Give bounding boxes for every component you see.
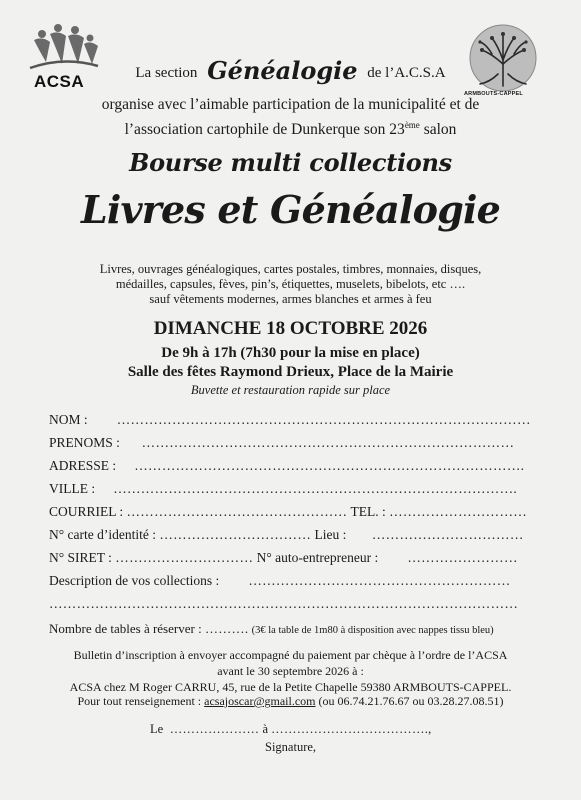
tel-field[interactable]: ………………………… — [389, 504, 528, 519]
prenoms-label: PRENOMS : — [49, 435, 120, 450]
description-line1: Livres, ouvrages généalogiques, cartes postales, timbres, monnaies, disques, — [99, 262, 482, 276]
header-organizers-line2-text: l’association cartophile de Dunkerque son 23 — [124, 121, 405, 139]
carte-identite-label: N° carte d’identité : — [49, 527, 156, 542]
auto-entrepreneur-field[interactable]: …………………… — [381, 550, 518, 565]
title-bourse: Bourse multi collections — [129, 148, 452, 177]
carte-identite-field[interactable]: …………………………… — [159, 527, 312, 542]
signature-label: Signature, — [265, 740, 317, 754]
header-line-section — [0, 54, 581, 83]
header-organizers-line2 — [0, 115, 581, 140]
bulletin-line1: Bulletin d’inscription à envoyer accompagné du paiement par chèque à l’ordre de l’ACSA — [73, 648, 508, 662]
tel-label: TEL. : — [350, 504, 386, 519]
lieu-label: Lieu : — [314, 527, 347, 542]
nom-field[interactable]: ……………………………………………………………………………… — [91, 412, 531, 427]
bulletin-email-link[interactable]: acsajoscar@gmail.com — [204, 694, 316, 708]
tables-label: Nombre de tables à réserver : — [49, 621, 202, 636]
tables-field[interactable]: ………. — [204, 621, 249, 636]
header-organizers-line1: organise avec l’aimable participation de la municipalité et de — [101, 96, 480, 113]
acsa-logo-text: ACSA — [34, 72, 85, 91]
title-livres-genealogie: Livres et Généalogie — [80, 187, 501, 232]
bulletin-line4 — [0, 694, 581, 709]
form-row-courriel — [49, 504, 527, 520]
bulletin-line3: ACSA chez M Roger CARRU, 45, rue de la Petite Chapelle 59380 ARMBOUTS-CAPPEL. — [69, 680, 512, 694]
header-ordinal-suffix: ème — [404, 120, 420, 130]
header-genealogie-highlight: Généalogie — [207, 56, 358, 85]
bulletin-phones: (ou 06.74.21.76.67 ou 03.28.27.08.51) — [315, 694, 504, 708]
form-row-description-continued — [49, 596, 518, 612]
form-row-nom — [49, 412, 531, 428]
nom-label: NOM : — [49, 412, 88, 427]
bulletin-info-prefix: Pour tout renseignement : — [77, 694, 205, 708]
lieu-field[interactable]: …………………………… — [349, 527, 524, 542]
courriel-label: COURRIEL : — [49, 504, 124, 519]
tree-logo-caption: ARMBOUTS-CAPPEL — [464, 91, 523, 97]
form-row-description — [49, 573, 511, 589]
event-hours: De 9h à 17h (7h30 pour la mise en place) — [161, 345, 420, 361]
bulletin-line2: avant le 30 septembre 2026 à : — [217, 664, 364, 678]
tables-note: (3€ la table de 1m80 à disposition avec nappes tissu bleu) — [251, 625, 494, 636]
siret-label: N° SIRET : — [49, 550, 112, 565]
header-organizers — [0, 95, 581, 140]
event-date: DIMANCHE 18 OCTOBRE 2026 — [153, 318, 428, 339]
form-row-carte — [49, 527, 524, 543]
signature-place-date — [150, 722, 432, 737]
form-row-ville — [49, 481, 517, 497]
form-row-tables — [49, 621, 494, 637]
auto-entrepreneur-label: N° auto-entrepreneur : — [256, 550, 379, 565]
header-section-suffix: de l’A.C.S.A — [367, 65, 446, 81]
form-row-siret — [49, 550, 518, 566]
ville-field[interactable]: ……………………………………………………………………………. — [98, 481, 518, 496]
siret-field[interactable]: ………………………… — [115, 550, 254, 565]
adresse-label: ADRESSE : — [49, 458, 117, 473]
header-organizers-line2-end: salon — [419, 121, 457, 139]
signature-a-label: à — [262, 722, 269, 736]
event-buvette: Buvette et restauration rapide sur place — [190, 383, 391, 397]
header-section-prefix: La section — [135, 65, 198, 81]
description-collections-field-2[interactable]: ………………………………………………………………………………………… — [49, 596, 519, 611]
form-row-adresse — [49, 458, 524, 474]
courriel-field[interactable]: ………………………………………… — [126, 504, 348, 519]
prenoms-field[interactable]: ……………………………………………………………………… — [123, 435, 515, 450]
ville-label: VILLE : — [49, 481, 96, 496]
signature-place-field[interactable]: ………………………………., — [271, 722, 432, 736]
description-line2: médailles, capsules, fèves, pin’s, étiquettes, muselets, bibelots, etc …. — [115, 277, 466, 291]
event-place: Salle des fêtes Raymond Drieux, Place de la Mairie — [127, 364, 454, 380]
description-collections-label: Description de vos collections : — [49, 573, 220, 588]
description-line3: sauf vêtements modernes, armes blanches et armes à feu — [149, 292, 432, 306]
signature-date-field[interactable]: ………………… — [166, 722, 260, 736]
description-collections-field[interactable]: ………………………………………………… — [222, 573, 511, 588]
adresse-field[interactable]: …………………………………………………………………………. — [119, 458, 525, 473]
form-row-prenoms — [49, 435, 514, 451]
signature-le-label: Le — [150, 722, 164, 736]
collections-description — [0, 262, 581, 307]
